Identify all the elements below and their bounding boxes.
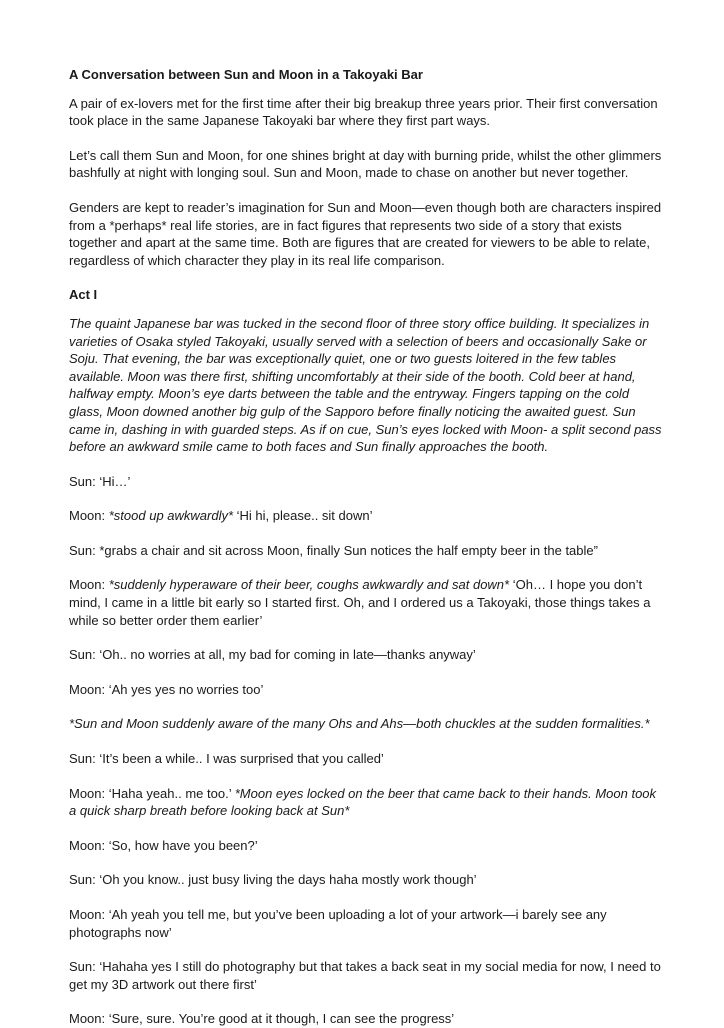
dialog-speaker: Moon: [69, 508, 109, 524]
dialog-speaker: Moon: [69, 681, 109, 697]
act-heading: Act I [69, 287, 98, 303]
intro-paragraph-2: Let’s call them Sun and Moon, for one shines bright at day with burning pride, whilst the other glimmers bashfully at night with longing soul. Sun and Moon, made to chase on another but never together. [69, 147, 662, 181]
dialog-speaker: Moon: [69, 1011, 109, 1027]
dialog-speaker: Moon: [69, 577, 109, 593]
dialog-line [69, 576, 664, 629]
dialog-speaker: Moon: [69, 785, 109, 801]
dialog-line [69, 646, 664, 664]
dialog-text: ‘Oh.. no worries at all, my bad for coming in late—thanks anyway’ [99, 647, 476, 663]
dialog-line [69, 473, 664, 491]
dialog-line [69, 542, 664, 560]
dialog-text: ‘Hi hi, please.. sit down’ [233, 508, 373, 524]
dialog-line [69, 871, 664, 889]
dialog-text: ‘Hi…’ [99, 473, 131, 489]
stage-direction: *Sun and Moon suddenly aware of the many Ohs and Ahs—both chuckles at the sudden formalities.* [69, 716, 650, 732]
dialog-speaker: Sun: [69, 542, 100, 558]
dialog-line [69, 1010, 664, 1028]
intro-paragraph-1: A pair of ex-lovers met for the first time after their big breakup three years prior. Their first conversation took place in the same Japanese Takoyaki bar where they first part ways. [69, 95, 658, 129]
stage-direction: *stood up awkwardly* [108, 508, 234, 524]
dialog-line [69, 837, 664, 855]
dialog-line [69, 906, 664, 941]
dialog-line [69, 681, 664, 699]
dialog-line [69, 715, 664, 733]
dialog-line [69, 507, 664, 525]
scene-description: The quaint Japanese bar was tucked in the second floor of three story office building. It specializes in varieties of Osaka styled Takoyaki, usually served with a selection of beers and occasionally Sake or Soju. That evening, the bar was exceptionally quiet, one or two guests loitered in the few tables available. Moon was there first, shifting uncomfortably at their side of the booth. Cold beer at hand, halfway empty. Moon’s eye darts between the table and the entryway. Fingers tapping on the cold glass, Moon downed another big gulp of the Sapporo before finally noticing the awaited guest. Sun came in, dashing in with guarded steps. As if on cue, Sun’s eyes locked with Moon- a split second pass before an awkward smile came to both faces and Sun finally approaches the booth. [69, 315, 662, 455]
dialog-text: ‘So, how have you been?’ [108, 837, 258, 853]
dialog-speaker: Sun: [69, 647, 100, 663]
dialog-section [69, 473, 664, 1028]
dialog-speaker: Moon: [69, 837, 109, 853]
dialog-text: ‘Hahaha yes I still do photography but that takes a back seat in my social media for now, I need to get my 3D artwork out there first’ [69, 959, 661, 992]
stage-direction: *suddenly hyperaware of their beer, coughs awkwardly and sat down* [108, 577, 510, 593]
dialog-text: ‘It’s been a while.. I was surprised that you called’ [99, 751, 384, 767]
dialog-text: ‘Ah yes yes no worries too’ [108, 681, 264, 697]
dialog-text: ‘Ah yeah you tell me, but you’ve been uploading a lot of your artwork—i barely see any photographs now’ [69, 907, 607, 940]
dialog-speaker: Sun: [69, 473, 100, 489]
dialog-text: ‘Oh you know.. just busy living the days haha mostly work though’ [99, 872, 477, 888]
document-title: A Conversation between Sun and Moon in a Takoyaki Bar [69, 67, 423, 82]
dialog-line [69, 958, 664, 993]
dialog-line [69, 750, 664, 768]
dialog-speaker: Sun: [69, 959, 100, 975]
dialog-text: ‘Oh… I hope you don’t mind, I came in a little bit early so I started first. Oh, and I ordered us a Takoyaki, those things takes a while so better order them earlier’ [69, 577, 651, 628]
dialog-speaker: Sun: [69, 751, 100, 767]
dialog-text: *grabs a chair and sit across Moon, finally Sun notices the half empty beer in the table” [99, 542, 598, 558]
dialog-text: ‘Haha yeah.. me too.’ [108, 785, 235, 801]
dialog-speaker: Moon: [69, 907, 109, 922]
dialog-line [69, 785, 664, 820]
intro-paragraph-3: Genders are kept to reader’s imagination for Sun and Moon—even though both are characters inspired from a *perhaps* real life stories, are in fact figures that represents two side of a story that exists together and apart at the same time. Both are figures that are created for viewers to be able to relate, regardless of which character they play in its real life comparison. [69, 199, 662, 268]
dialog-text: ‘Sure, sure. You’re good at it though, I can see the progress’ [108, 1011, 455, 1027]
stage-direction: *Moon eyes locked on the beer that came back to their hands. Moon took a quick sharp breath before looking back at Sun* [69, 785, 657, 819]
dialog-speaker: Sun: [69, 872, 100, 888]
